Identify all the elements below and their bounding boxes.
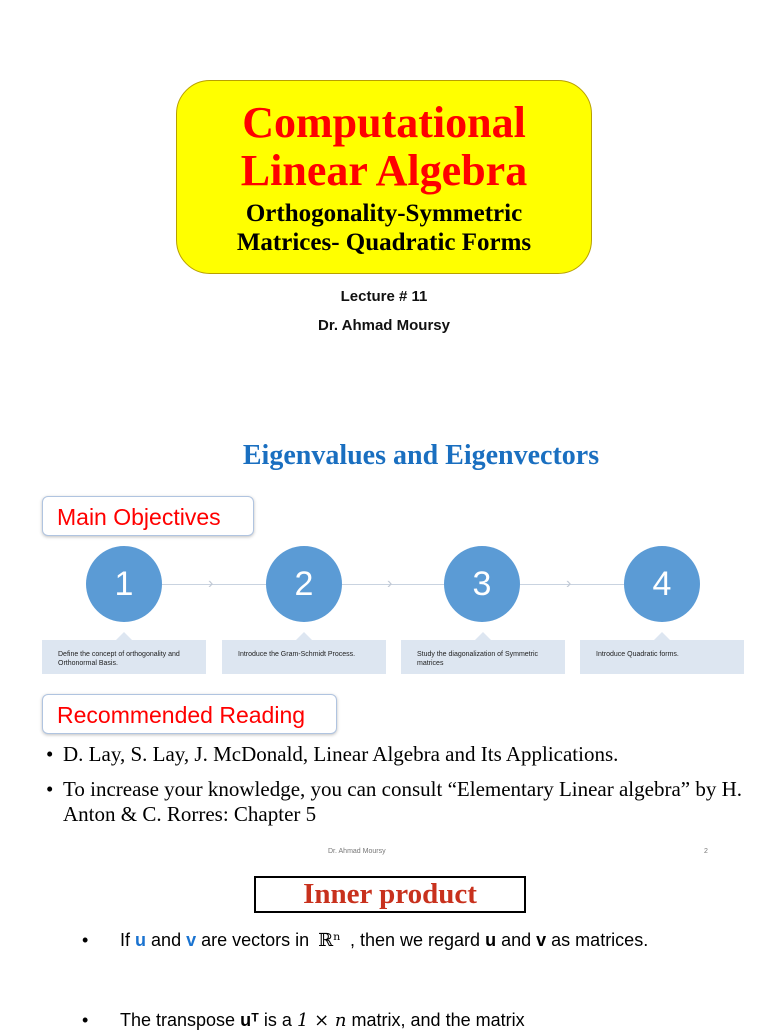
footer-author: Dr. Ahmad Moursy	[328, 848, 386, 855]
main-objectives-label: Main Objectives	[42, 496, 254, 536]
vector-u: u	[135, 930, 147, 950]
vector-v: v	[186, 930, 197, 950]
text-are-vectors-in: are vectors in	[201, 930, 310, 950]
subtitle-line-2: Matrices- Quadratic Forms	[236, 229, 532, 256]
inner-product-title: Inner product	[254, 876, 526, 913]
step-circle-2: 2	[266, 546, 342, 622]
vector-u-bold: u	[485, 930, 497, 950]
reading-list	[46, 742, 746, 837]
inner-product-bullet-2	[120, 1010, 525, 1031]
bullet-icon: •	[82, 930, 89, 950]
author-name: Dr. Ahmad Moursy	[318, 317, 450, 334]
step-card-2: Introduce the Gram-Schmidt Process.	[222, 640, 386, 674]
text-and-2: and	[501, 930, 532, 950]
subtitle-line-1: Orthogonality-Symmetric	[245, 200, 523, 227]
step-circle-3: 3	[444, 546, 520, 622]
bullet-icon: •	[46, 777, 54, 801]
bullet-icon: •	[82, 1010, 89, 1030]
title-line-1: Computational	[242, 98, 526, 147]
text-then: , then we regard	[349, 930, 481, 950]
bullet-icon: •	[46, 742, 54, 766]
main-title	[177, 99, 591, 195]
connector-line	[520, 584, 624, 585]
step-card-1: Define the concept of orthogonality and Orthonormal Basis.	[42, 640, 206, 674]
list-item	[46, 742, 746, 767]
chevron-right-icon: ›	[387, 575, 393, 592]
transpose-symbol: uᵀ	[240, 1010, 259, 1030]
real-space-symbol: ℝⁿ	[318, 930, 341, 951]
slide-title: Eigenvalues and Eigenvectors	[242, 440, 600, 471]
page-number: 2	[704, 848, 708, 855]
subtitle	[177, 199, 591, 257]
connector-line	[342, 584, 444, 585]
step-card-4: Introduce Quadratic forms.	[580, 640, 744, 674]
list-item	[82, 1010, 722, 1031]
text-transpose: The transpose	[120, 1010, 236, 1030]
step-circle-1: 1	[86, 546, 162, 622]
text-is-a: is a	[263, 1010, 292, 1030]
dimension-symbol: 1 × n	[296, 1010, 347, 1031]
reading-item-2: To increase your knowledge, you can consult “Elementary Linear algebra” by H. Anton & C. Rorres: Chapter 5	[63, 777, 743, 826]
vector-v-bold: v	[536, 930, 547, 950]
list-item	[46, 777, 746, 827]
step-circle-4: 4	[624, 546, 700, 622]
title-line-2: Linear Algebra	[240, 146, 528, 195]
chevron-right-icon: ›	[566, 575, 572, 592]
inner-product-bullet-1	[120, 930, 648, 951]
connector-line	[162, 584, 266, 585]
text-matrix: matrix, and the matrix	[351, 1010, 525, 1030]
text-and: and	[151, 930, 182, 950]
reading-item-1: D. Lay, S. Lay, J. McDonald, Linear Algebra and Its Applications.	[63, 742, 619, 766]
step-card-3: Study the diagonalization of Symmetric matrices	[401, 640, 565, 674]
title-box	[176, 80, 592, 274]
recommended-reading-label: Recommended Reading	[42, 694, 337, 734]
chevron-right-icon: ›	[208, 575, 214, 592]
lecture-number: Lecture # 11	[340, 288, 428, 305]
text-if: If	[120, 930, 131, 950]
text-as-matrices: as matrices.	[551, 930, 649, 950]
list-item	[82, 930, 722, 951]
